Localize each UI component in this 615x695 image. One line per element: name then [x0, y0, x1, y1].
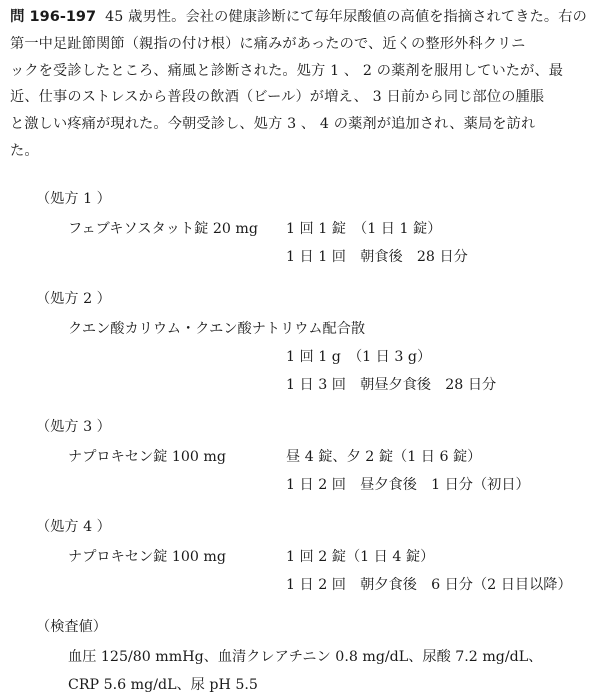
lab-values-heading: （検査値） [36, 619, 107, 635]
prescription-4-heading: （処方 4 ） [36, 519, 111, 535]
lab-values-line-1: 血圧 125/80 mmHg、血清クレアチニン 0.8 mg/dL、尿酸 7.2 mg/dL、 [68, 649, 543, 665]
question-text-2: 第一中足趾節関節（親指の付け根）に痛みがあったので、近くの整形外科クリニ [10, 35, 526, 52]
question-line-1 [10, 4, 606, 31]
question-text-5: と激しい疼痛が現れた。今朝受診し、処方 3 、 4 の薬剤が追加され、薬局を訪れ [10, 116, 536, 133]
prescription-1-heading: （処方 1 ） [36, 191, 111, 207]
prescription-1-dose: 1 回 1 錠 （1 日 1 錠） [286, 221, 442, 237]
prescription-2-drug: クエン酸カリウム・クエン酸ナトリウム配合散 [68, 321, 366, 337]
prescription-4-usage: 1 日 2 回 朝夕食後 6 日分（2 日目以降） [286, 577, 572, 593]
question-text-6: た。 [10, 142, 39, 159]
prescription-3-drug: ナプロキセン錠 100 mg [68, 449, 226, 465]
prescription-4-drug: ナプロキセン錠 100 mg [68, 549, 226, 565]
question-text-3: ックを受診したところ、痛風と診断された。処方 1 、 2 の薬剤を服用していたが、最 [10, 62, 564, 79]
prescription-3-dose: 昼 4 錠、夕 2 錠（1 日 6 錠） [286, 449, 482, 465]
question-text-1: 45 歳男性。会社の健康診断にて毎年尿酸値の高値を指摘されてきた。右の [105, 9, 587, 25]
prescription-3-usage: 1 日 2 回 昼夕食後 1 日分（初日） [286, 477, 530, 493]
prescription-4-dose: 1 回 2 錠（1 日 4 錠） [286, 549, 435, 565]
lab-values-line-2: CRP 5.6 mg/dL、尿 pH 5.5 [68, 677, 258, 693]
prescription-1-usage: 1 日 1 回 朝食後 28 日分 [286, 249, 468, 265]
question-number: 問 196-197 [10, 9, 97, 25]
question-text-4: 近、仕事のストレスから普段の飲酒（ビール）が増え、 3 日前から同じ部位の腫脹 [10, 89, 545, 106]
prescription-2-dose: 1 回 1 g （1 日 3 g） [286, 349, 432, 365]
prescription-2-usage: 1 日 3 回 朝昼夕食後 28 日分 [286, 377, 497, 393]
prescription-3-heading: （処方 3 ） [36, 419, 111, 435]
question-stem [10, 4, 606, 165]
prescription-2-heading: （処方 2 ） [36, 291, 111, 307]
prescription-1-drug: フェブキソスタット錠 20 mg [68, 221, 258, 237]
